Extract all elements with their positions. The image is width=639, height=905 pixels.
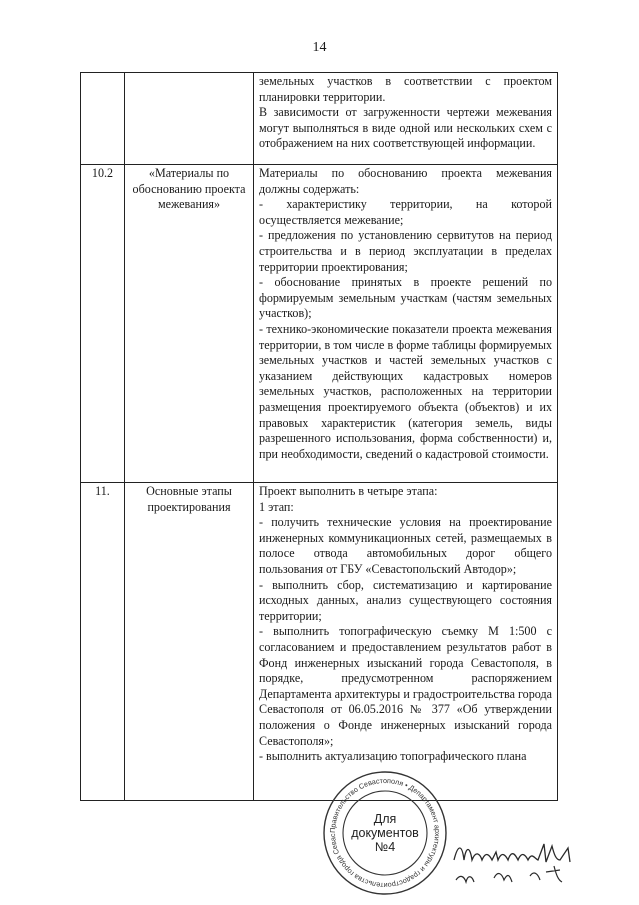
content-paragraph: - получить технические условия на проектирование инженерных коммуникационных сетей, размещаемых в полосе отвода автомобильных дорог общего пользования от ГБУ «Севастопольский Автодор»; bbox=[259, 515, 552, 576]
table-row-10-2 bbox=[81, 165, 558, 483]
content-paragraph: - выполнить топографическую съемку М 1:500 с согласованием и предоставлением результатов работ в Фонд инженерных изысканий города Севастополя, в порядке, предусмотренном распоряжением Департамента архитектуры и градостроительства города Севастополя от 06.05.2016 № 377 «Об утверждении положения о Фонде инженерных изысканий города Севастополя»; bbox=[259, 624, 552, 748]
row-number-cell bbox=[81, 73, 125, 165]
signature-icon bbox=[450, 830, 610, 890]
content-paragraph: земельных участков в соответствии с проектом планировки территории. bbox=[259, 74, 552, 104]
stamp-line-3: №4 bbox=[374, 840, 396, 854]
content-paragraph: - выполнить актуализацию топографического плана bbox=[259, 749, 527, 764]
content-paragraph: - характеристику территории, на которой осуществляется межевание; bbox=[259, 197, 552, 227]
row-content-cell bbox=[254, 483, 558, 801]
row-name-cell bbox=[125, 73, 254, 165]
page-number: 14 bbox=[312, 40, 327, 55]
row-number-cell: 10.2 bbox=[81, 165, 125, 483]
table-row-11 bbox=[81, 483, 558, 801]
table-row-continuation bbox=[81, 73, 558, 165]
specification-table bbox=[80, 72, 558, 801]
content-paragraph: - предложения по установлению сервитутов на период строительства и в период эксплуатации в пределах территории проектирования; bbox=[259, 228, 552, 274]
content-paragraph: 1 этап: bbox=[259, 499, 294, 514]
content-paragraph: - обоснование принятых в проекте решений по формируемым земельным участкам (частям земельных участков); bbox=[259, 275, 552, 321]
content-paragraph: - выполнить сбор, систематизацию и картирование исходных данных, анализ существующего состояния территории; bbox=[259, 577, 552, 623]
document-stamp bbox=[322, 770, 448, 896]
stamp-ring-text: Правительство Севастополя • Департамент архитектуры и градостроительства города Севас bbox=[327, 775, 443, 891]
row-number-cell: 11. bbox=[81, 483, 125, 801]
content-paragraph: - технико-экономические показатели проекта межевания территории, в том числе в форме таблицы формируемых земельных участков и частей земельных участков с указанием действующих кадастровых номеров земельных участков, расположенных на территории размещения проектируемого объекта (объектов) и их правовых характеристик (категория земель, виды разрешенного использования, форма собственности) и, при необходимости, сведений о кадастровой стоимости. bbox=[259, 321, 552, 461]
row-name-cell: Основные этапы проектирования bbox=[125, 483, 254, 801]
content-paragraph: Проект выполнить в четыре этапа: bbox=[259, 484, 438, 498]
content-paragraph: Материалы по обоснованию проекта межевания должны содержать: bbox=[259, 166, 552, 196]
content-paragraph: В зависимости от загруженности чертежи межевания могут выполняться в виде одной или нескольких схем с отображением на них соответствующей информации. bbox=[259, 105, 552, 151]
row-content-cell bbox=[254, 165, 558, 483]
row-name-cell: «Материалы по обоснованию проекта межевания» bbox=[125, 165, 254, 483]
stamp-line-1: Для bbox=[373, 812, 397, 826]
row-content-cell bbox=[254, 73, 558, 165]
stamp-line-2: документов bbox=[351, 826, 419, 840]
handwritten-signature bbox=[450, 830, 610, 890]
